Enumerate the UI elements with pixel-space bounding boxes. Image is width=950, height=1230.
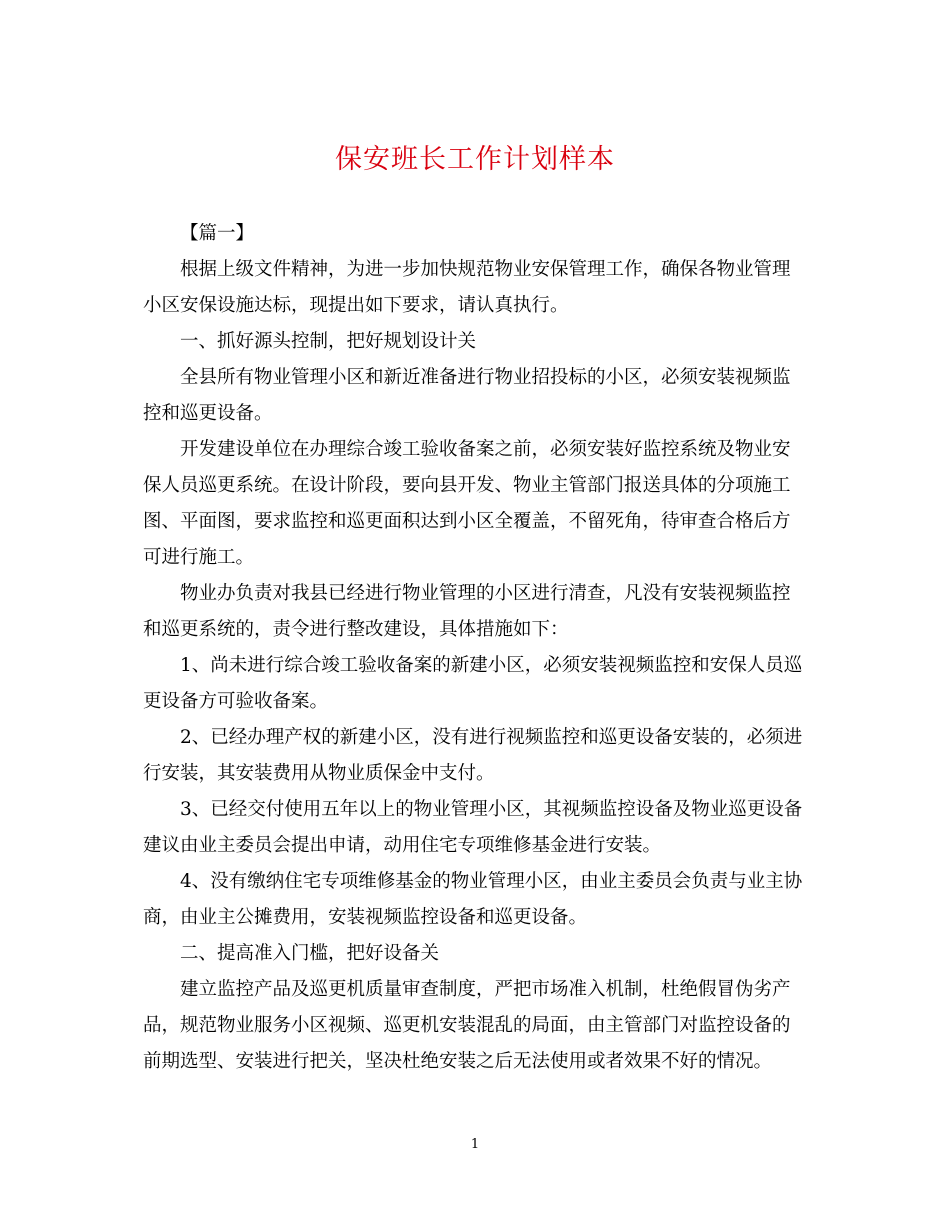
body-paragraph xyxy=(143,936,813,972)
body-paragraph xyxy=(143,576,813,648)
document-title: 保安班长工作计划样本 xyxy=(335,144,615,175)
body-paragraph xyxy=(143,360,813,432)
document-body xyxy=(143,216,813,1080)
paragraph-line: 根据上级文件精神，为进一步加快规范物业安保管理工作，确保各物业管理 xyxy=(180,259,791,280)
paragraph-line: 和巡更系统的，责令进行整改建设，具体措施如下： xyxy=(143,619,569,640)
paragraph-line: 前期选型、安装进行把关，坚决杜绝安装之后无法使用或者效果不好的情况。 xyxy=(143,1051,773,1072)
body-paragraph xyxy=(143,432,813,576)
paragraph-line: 图、平面图，要求监控和巡更面积达到小区全覆盖，不留死角，待审查合格后方 xyxy=(143,511,791,532)
paragraph-line: 3、已经交付使用五年以上的物业管理小区，其视频监控设备及物业巡更设备 xyxy=(180,799,803,820)
paragraph-line: 品，规范物业服务小区视频、巡更机安装混乱的局面，由主管部门对监控设备的 xyxy=(143,1015,791,1036)
body-paragraph xyxy=(143,864,813,936)
paragraph-line: 2、已经办理产权的新建小区，没有进行视频监控和巡更设备安装的，必须进 xyxy=(180,727,803,748)
paragraph-line: 更设备方可验收备案。 xyxy=(143,691,329,712)
section-label-text: 【篇一】 xyxy=(180,223,255,244)
paragraph-line: 保人员巡更系统。在设计阶段，要向县开发、物业主管部门报送具体的分项施工 xyxy=(143,475,791,496)
paragraph-line: 建立监控产品及巡更机质量审查制度，严把市场准入机制，杜绝假冒伪劣产 xyxy=(180,979,791,1000)
body-paragraph xyxy=(143,972,813,1080)
paragraph-line: 全县所有物业管理小区和新近准备进行物业招投标的小区，必须安装视频监 xyxy=(180,367,791,388)
paragraph-line: 控和巡更设备。 xyxy=(143,403,273,424)
paragraph-line: 一、抓好源头控制，把好规划设计关 xyxy=(180,331,477,352)
body-paragraph xyxy=(143,792,813,864)
paragraph-line: 开发建设单位在办理综合竣工验收备案之前，必须安装好监控系统及物业安 xyxy=(180,439,791,460)
paragraph-line: 物业办负责对我县已经进行物业管理的小区进行清查，凡没有安装视频监控 xyxy=(180,583,791,604)
body-paragraph xyxy=(143,324,813,360)
paragraph-list xyxy=(143,252,813,1080)
paragraph-line: 小区安保设施达标，现提出如下要求，请认真执行。 xyxy=(143,295,569,316)
body-paragraph xyxy=(143,648,813,720)
paragraph-line: 4、没有缴纳住宅专项维修基金的物业管理小区，由业主委员会负责与业主协 xyxy=(180,871,803,892)
paragraph-line: 1、尚未进行综合竣工验收备案的新建小区，必须安装视频监控和安保人员巡 xyxy=(180,655,803,676)
paragraph-line: 建议由业主委员会提出申请，动用住宅专项维修基金进行安装。 xyxy=(143,835,662,856)
body-paragraph xyxy=(143,252,813,324)
paragraph-line: 行安装，其安装费用从物业质保金中支付。 xyxy=(143,763,495,784)
paragraph-line: 二、提高准入门槛，把好设备关 xyxy=(180,943,440,964)
paragraph-line: 可进行施工。 xyxy=(143,547,255,568)
section-label xyxy=(143,216,813,252)
page-number: 1 xyxy=(470,1137,480,1152)
body-paragraph xyxy=(143,720,813,792)
paragraph-line: 商，由业主公摊费用，安装视频监控设备和巡更设备。 xyxy=(143,907,588,928)
